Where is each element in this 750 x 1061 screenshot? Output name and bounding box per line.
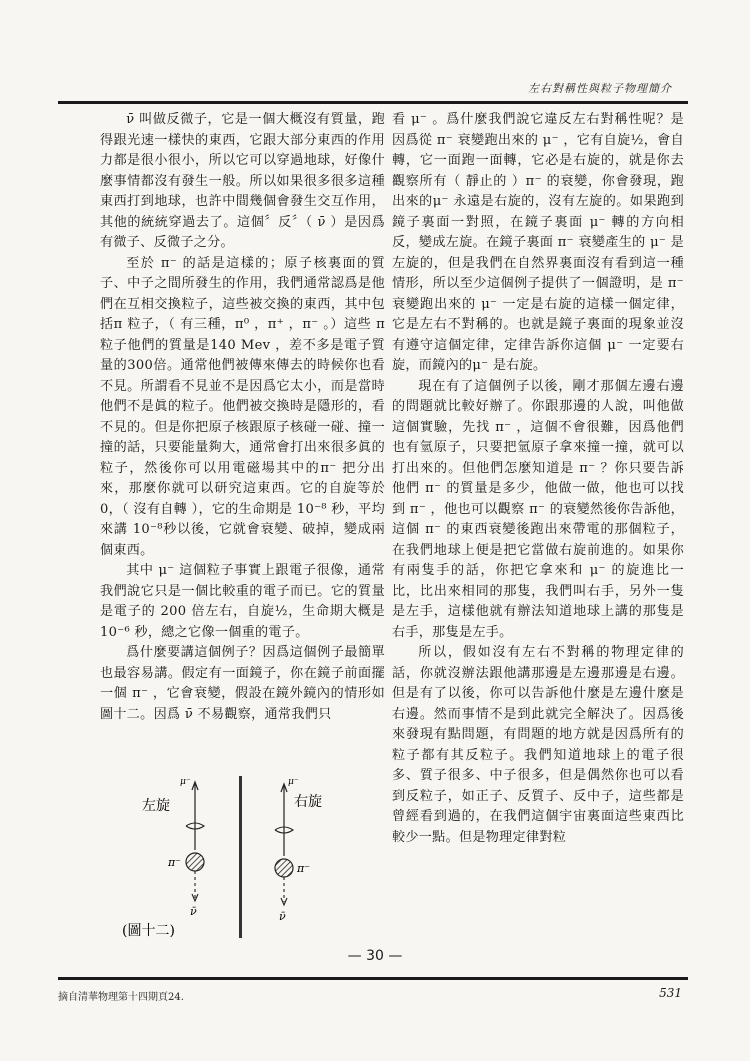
paragraph: 其中 μ⁻ 這個粒子事實上跟電子很像，通常我們說它只是一個比較重的電子而已。它的質量是電子的 200 倍左右，自旋½，生命期大概是 10⁻⁶ 秒，總之它像一個重的電子。 <box>100 563 385 640</box>
mirror <box>239 776 242 938</box>
pi-label-left: π⁻ <box>168 856 182 869</box>
left-column <box>100 110 385 725</box>
nu-label-left: ν̄ <box>190 905 197 918</box>
running-title: 左右對稱性與粒子物理簡介 <box>528 82 672 95</box>
mu-label-right: μ⁻ <box>288 777 299 787</box>
pion-right <box>275 859 293 877</box>
nu-label-right: ν̄ <box>279 910 286 923</box>
volume-page-number: 531 <box>659 986 682 1000</box>
footer-rule <box>58 977 688 980</box>
figure-mirror-pion-decay <box>110 770 380 940</box>
paragraph: 所以，假如沒有左右不對稱的物理定律的話，你就沒辦法跟他講那邊是左邊那邊是右邊。但是有了以後，你可以告訴他什麼是左邊什麼是右邊。然而事情不是到此就完全解決了。因爲後來發現有點問題，有問題的地方就是因爲所有的粒子都有其反粒子。我們知道地球上的電子很多、質子很多、中子很多，但是偶然你也可以看到反粒子，如正子、反質子、反中子，這些都是曾經看到過的，在我們這個宇宙裏面這些東西比較少一點。但是物理定律對粒 <box>392 645 684 845</box>
page-number: — 30 — <box>347 948 403 964</box>
mu-label-left: μ⁻ <box>180 777 191 787</box>
header-rule <box>58 101 688 104</box>
pion-left <box>186 853 204 871</box>
left-spin-label: 左旋 <box>142 798 170 814</box>
pi-label-right: π⁻ <box>297 862 311 875</box>
figure-caption: (圖十二) <box>122 923 175 939</box>
paragraph: ν̄ 叫做反微子，它是一個大概沒有質量，跑得跟光速一樣快的東西，它跟大部分東西的作用力都是很小很小，所以它可以穿過地球，好像什麼事情都沒有發生一般。所以如果很多很多這種東西打到地球，也許中間幾個會發生交互作用，其他的統統穿過去了。這個〞反〞（ ν̄ ）是因爲有微子、反微子之分。 <box>100 112 385 250</box>
right-spin-label: 右旋 <box>294 794 322 810</box>
paragraph: 現在有了這個例子以後，剛才那個左邊右邊的問題就比較好辦了。你跟那邊的人說，叫他做這個實驗，先找 π⁻ ，這個不會很難，因爲他們也有氫原子，只要把氫原子拿來撞一撞，就可以打出來的。但他們怎麼知道是 π⁻ ？你只要告訴他們 π⁻ 的質量是多少，他做一做，他也可以找到 π⁻ ，他也可以觀察 π⁻ 的衰變然後你告訴他，這個 π⁻ 的東西衰變後跑出來帶電的那個粒子，在我們地球上便是把它當做右旋前進的。如果你有兩隻手的話，你把它拿來和 μ⁻ 的旋進比一比，比出來相同的那隻，我們叫右手，另外一隻是左手，這樣他就有辦法知道地球上講的那隻是右手，那隻是左手。 <box>392 378 684 640</box>
paragraph: 至於 π⁻ 的話是這樣的；原子核裏面的質子、中子之間所發生的作用，我們通常認爲是他們在互相交換粒子，這些被交換的東西，其中包括π 粒子，（ 有三種，π⁰ ，π⁺ ，π⁻ 。）這些 π 粒子他們的質量是140 Mev ，差不多是電子質量的300倍。通常他們被傳來傳去的時候你也看不見。所謂看不見並不是因爲它太小，而是當時他們不是眞的粒子。他們被交換時是隱形的，看不見的。但是你把原子核跟原子核碰一碰、撞一撞的話，只要能量夠大，通常會打出來很多眞的粒子，然後你可以用電磁場其中的π⁻ 把分出來，那麼你就可以研究這東西。它的自旋等於 0，（ 沒有自轉 ），它的生命期是 10⁻⁸ 秒，平均來講 10⁻⁸秒以後，它就會衰變、破掉，變成兩個東西。 <box>100 255 385 558</box>
source-citation: 摘自清華物理第十四期頁24. <box>58 992 184 1003</box>
paragraph: 爲什麼要講這個例子？因爲這個例子最簡單也最容易講。假定有一面鏡子，你在鏡子前面擺一個 π⁻ ，它會衰變，假設在鏡外鏡內的情形如圖十二。因爲 ν̄ 不易觀察，通常我們只 <box>100 645 385 722</box>
paragraph: 看 μ⁻ 。爲什麼我們說它違反左右對稱性呢？是因爲從 π⁻ 衰變跑出來的 μ⁻ ，它有自旋½，會自轉，它一面跑一面轉，它必是右旋的，就是你去觀察所有（ 靜止的 ）π⁻ 的衰變，你會發現，跑出來的μ⁻ 永遠是右旋的，沒有左旋的。如果跑到鏡子裏面一對照，在鏡子裏面 μ⁻ 轉的方向相反，變成左旋。在鏡子裏面 π⁻ 衰變產生的 μ⁻ 是左旋的，但是我們在自然界裏面沒有看到這一種情形，所以至少這個例子提供了一個證明，是 π⁻ 衰變跑出來的 μ⁻ 一定是右旋的這樣一個定律，它是左右不對稱的。也就是鏡子裏面的現象並沒有遵守這個定律，定律告訴你這個 μ⁻ 一定要右旋，而鏡內的μ⁻ 是右旋。 <box>392 112 684 373</box>
right-column <box>392 110 684 848</box>
